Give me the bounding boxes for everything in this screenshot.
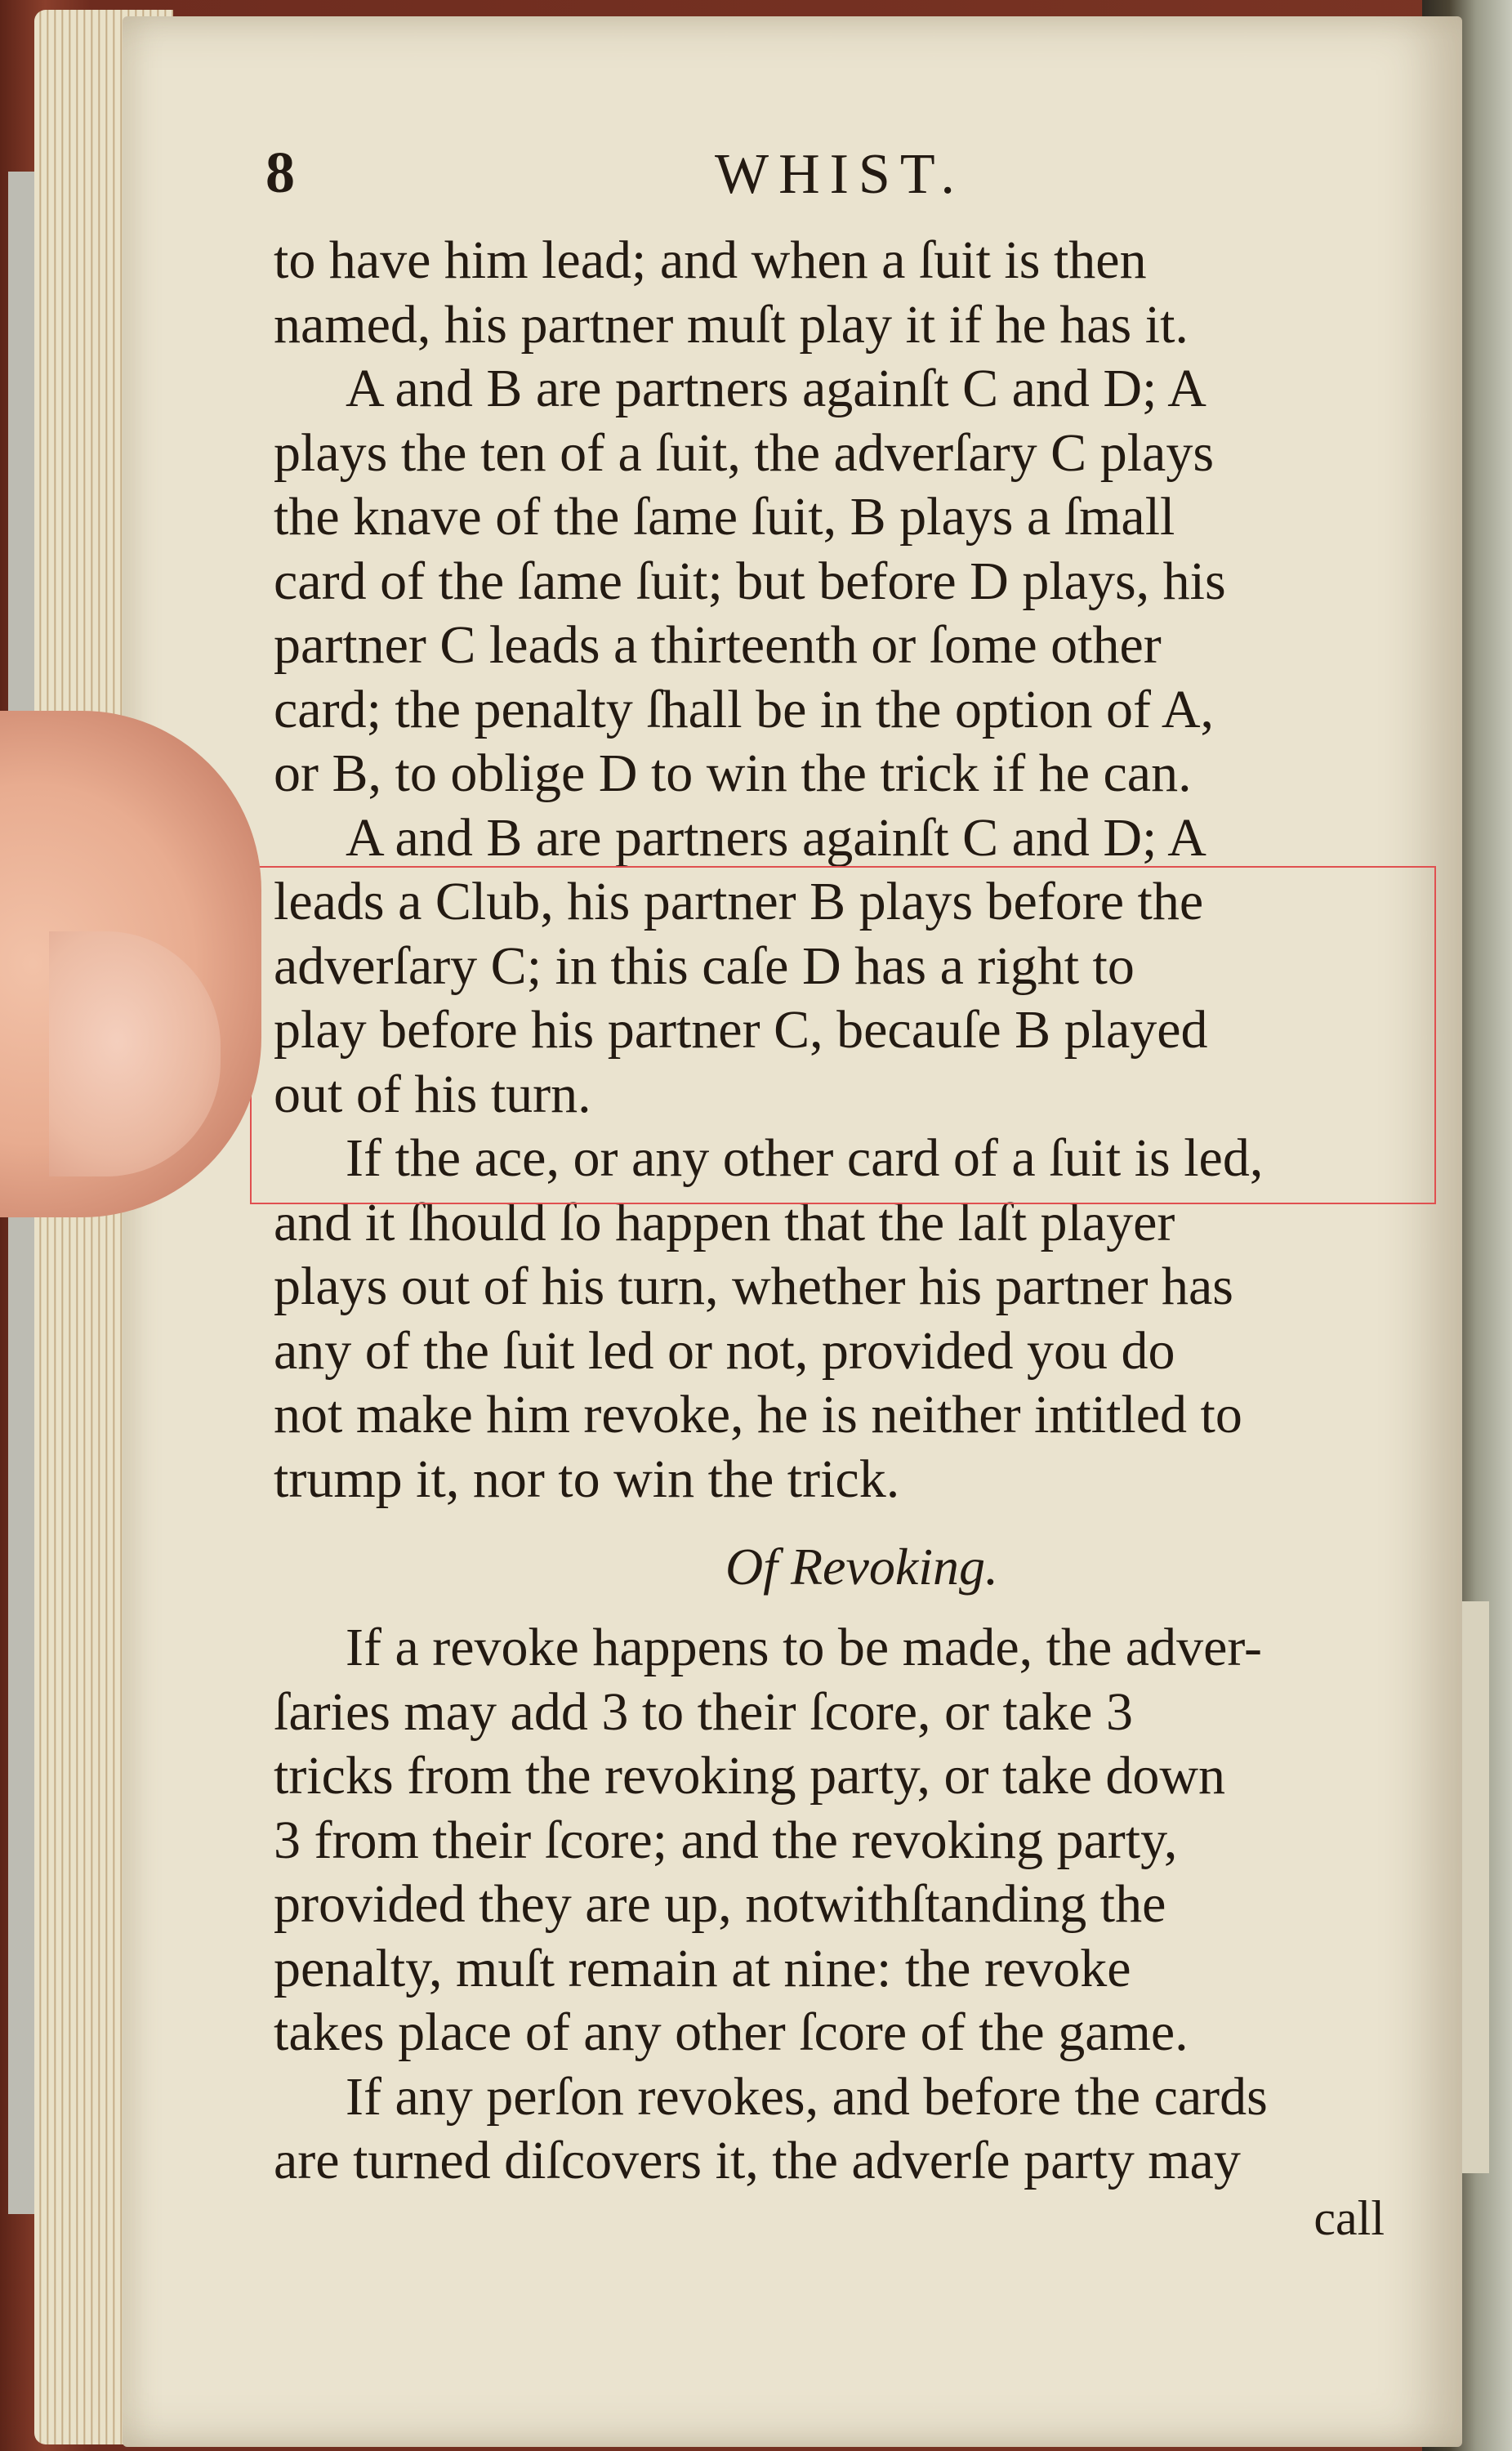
text-line: adverſary C; in this caſe D has a right to [274,935,1135,996]
text-line: plays out of his turn, whether his partner has [274,1257,1233,1316]
text-line: leads a Club, his partner B plays before the [274,872,1204,931]
text-line: card of the ſame ſuit; but before D plays, his [274,551,1226,611]
text-line: A and B are partners againſt C and D; A [346,807,1206,868]
text-line: 3 from their ſcore; and the revoking party, [274,1810,1178,1870]
text-line: partner C leads a thirteenth or ſome other [274,615,1162,675]
text-line: and it ſhould ſo happen that the laſt player [274,1192,1175,1252]
text-line: A and B are partners againſt C and D; A [346,359,1206,418]
paragraph [274,229,1450,357]
text-line: If the ace, or any other card of a ſuit is led, [346,1128,1264,1188]
page-number: 8 [265,140,295,205]
text-line: ſaries may add 3 to their ſcore, or take 3 [274,1681,1133,1742]
paragraph [274,2065,1450,2194]
text-line: not make him revoke, he is neither intitled to [274,1385,1242,1444]
paragraph [274,1616,1450,2065]
text-line: If a revoke happens to be made, the adver- [346,1618,1262,1677]
text-line: tricks from the revoking party, or take down [274,1746,1226,1806]
text-line: If any perſon revokes, and before the cards [346,2066,1268,2127]
text-line: the knave of the ſame ſuit, B plays a ſmall [274,487,1175,547]
highlight-box [250,866,1436,1204]
text-line: to have him lead; and when a ſuit is then [274,230,1147,290]
text-line: play before his partner C, becauſe B played [274,1000,1208,1060]
catchword: call [1314,2190,1385,2245]
text-line: takes place of any other ſcore of the game. [274,2002,1189,2062]
running-title: WHIST. [715,143,965,206]
text-line: penalty, muſt remain at nine: the revoke [274,1938,1131,1998]
text-line: plays the ten of a ſuit, the adverſary C plays [274,422,1215,483]
text-line: or B, to oblige D to win the trick if he can. [274,743,1192,803]
section-heading: Of Revoking. [725,1538,999,1596]
text-line: named, his partner muſt play it if he has it. [274,294,1189,355]
paragraph [274,357,1450,806]
text-line: trump it, nor to win the trick. [274,1449,900,1509]
text-line: out of his turn. [274,1064,591,1124]
text-line: card; the penalty ſhall be in the option of A, [274,679,1215,739]
page-header [265,139,1450,229]
text-line: any of the ſuit led or not, provided you do [274,1320,1175,1381]
text-line: are turned diſcovers it, the adverſe party may [274,2131,1241,2190]
text-line: provided they are up, notwithſtanding the [274,1874,1166,1934]
